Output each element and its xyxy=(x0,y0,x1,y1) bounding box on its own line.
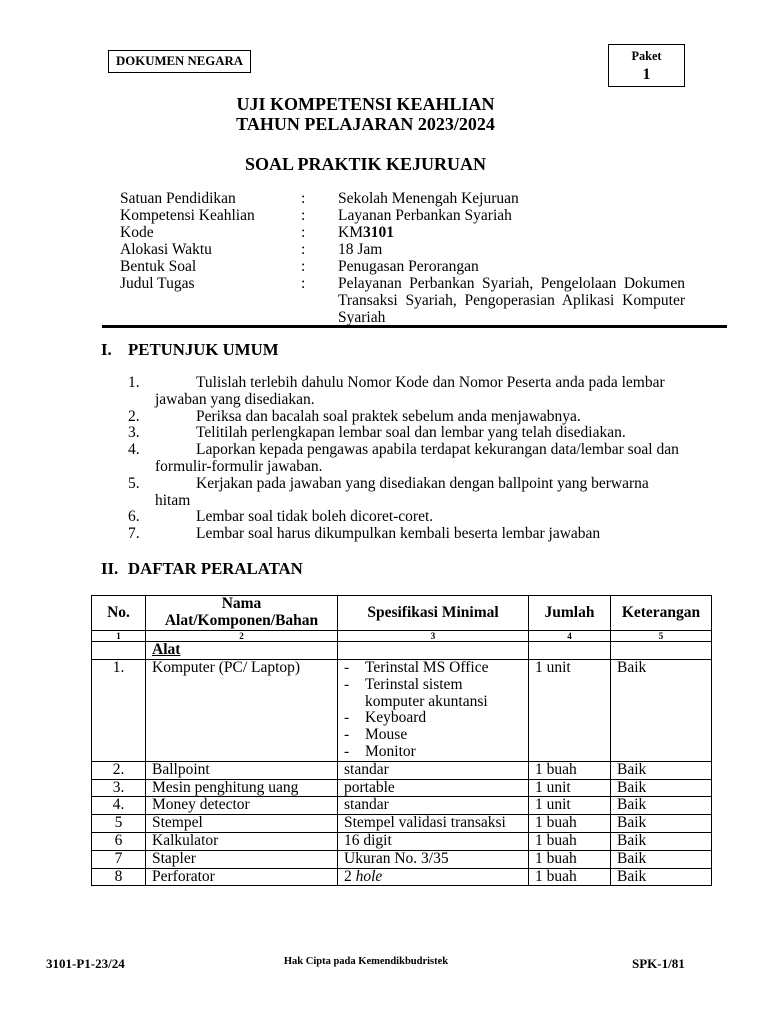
item-text: Lembar soal tidak boleh dicoret-coret. xyxy=(196,508,434,526)
paket-box xyxy=(608,44,685,87)
paket-label: Paket xyxy=(631,49,662,63)
cell-no xyxy=(92,642,146,660)
group-label: Alat xyxy=(152,641,181,658)
instruction-list xyxy=(128,375,693,543)
task-title-line: Syariah xyxy=(338,308,386,326)
cell-name: Komputer (PC/ Laptop) xyxy=(146,660,338,762)
cell-spec xyxy=(338,660,529,762)
item-number: 3. xyxy=(128,424,140,442)
task-title-line: Transaksi Syariah, Pengoperasian Aplikasi Komputer xyxy=(338,291,685,309)
column-number-row xyxy=(92,631,712,642)
spec-text: Terinstal sistem komputer akuntansi xyxy=(365,675,488,710)
column-number: 5 xyxy=(611,631,712,642)
equipment-table xyxy=(91,595,712,886)
info-label: Alokasi Waktu xyxy=(120,240,212,258)
table-row xyxy=(92,761,712,779)
cell-no: 4. xyxy=(92,797,146,815)
cell-spec: standar xyxy=(338,761,529,779)
info-label: Kode xyxy=(120,223,154,241)
item-number: 6. xyxy=(128,508,140,526)
cell-name: Money detector xyxy=(146,797,338,815)
item-number: 2. xyxy=(128,407,140,425)
exam-info xyxy=(120,190,685,326)
cell-spec: 16 digit xyxy=(338,832,529,850)
cell-spec: standar xyxy=(338,797,529,815)
cell-name: Kalkulator xyxy=(146,832,338,850)
column-number: 4 xyxy=(529,631,611,642)
spec-text: Monitor xyxy=(365,742,416,760)
spec-item xyxy=(344,727,520,744)
kode-prefix: KM xyxy=(338,223,363,241)
list-item xyxy=(128,375,693,409)
table-row xyxy=(92,797,712,815)
info-value-kode xyxy=(338,224,685,241)
cell-spec: Stempel validasi transaksi xyxy=(338,815,529,833)
header-spec: Spesifikasi Minimal xyxy=(338,596,529,631)
item-text: hitam xyxy=(155,491,191,509)
table-row xyxy=(92,868,712,886)
column-number: 3 xyxy=(338,631,529,642)
cell-name: Ballpoint xyxy=(146,761,338,779)
column-number: 2 xyxy=(146,631,338,642)
spec-item xyxy=(344,744,520,761)
cell-group xyxy=(146,642,338,660)
cell-spec: Ukuran No. 3/35 xyxy=(338,850,529,868)
spec-bullet: - xyxy=(344,709,350,727)
info-value: Layanan Perbankan Syariah xyxy=(338,206,512,224)
list-item xyxy=(128,442,693,476)
cell-spec xyxy=(338,868,529,886)
info-separator: : xyxy=(301,240,306,258)
cell-spec: portable xyxy=(338,779,529,797)
list-item xyxy=(128,509,693,526)
info-value-task-title xyxy=(338,275,685,326)
info-value: Penugasan Perorangan xyxy=(338,257,479,275)
cell-no: 5 xyxy=(92,815,146,833)
cell-qty: 1 buah xyxy=(529,850,611,868)
cell-qty xyxy=(529,642,611,660)
cell-note: Baik xyxy=(611,832,712,850)
academic-year: TAHUN PELAJARAN 2023/2024 xyxy=(236,114,495,134)
cell-qty: 1 unit xyxy=(529,779,611,797)
task-title-line: Pelayanan Perbankan Syariah, Pengelolaan Dokumen xyxy=(338,274,685,292)
list-item xyxy=(128,526,693,543)
column-number: 1 xyxy=(92,631,146,642)
header-name xyxy=(146,596,338,631)
item-text: Kerjakan pada jawaban yang disediakan dengan ballpoint yang berwarna xyxy=(196,474,649,492)
header-name-line: Nama xyxy=(221,595,262,613)
cell-qty: 1 buah xyxy=(529,815,611,833)
table-header-row xyxy=(92,596,712,631)
list-item xyxy=(128,425,693,442)
spec-item xyxy=(344,677,520,711)
spec-bullet: - xyxy=(344,726,350,744)
table-row xyxy=(92,832,712,850)
item-text: Tulislah terlebih dahulu Nomor Kode dan Nomor Peserta anda pada lembar xyxy=(196,374,665,391)
cell-note xyxy=(611,642,712,660)
item-text: jawaban yang disediakan. xyxy=(155,390,315,408)
info-label: Judul Tugas xyxy=(120,274,195,292)
spec-text: Mouse xyxy=(365,726,408,744)
info-value: 18 Jam xyxy=(338,240,383,258)
cell-note: Baik xyxy=(611,660,712,762)
info-label: Kompetensi Keahlian xyxy=(120,206,255,224)
cell-qty: 1 buah xyxy=(529,832,611,850)
cell-name: Stapler xyxy=(146,850,338,868)
section-heading: DAFTAR PERALATAN xyxy=(128,559,303,578)
cell-qty: 1 unit xyxy=(529,797,611,815)
kode-number: 3101 xyxy=(362,223,394,241)
paket-number: 1 xyxy=(642,66,651,83)
item-number: 1. xyxy=(128,374,140,391)
cell-note: Baik xyxy=(611,815,712,833)
info-separator: : xyxy=(301,274,306,292)
spec-text: 2 xyxy=(344,867,352,885)
table-row xyxy=(92,660,712,762)
cell-qty: 1 buah xyxy=(529,761,611,779)
cell-note: Baik xyxy=(611,797,712,815)
spec-item xyxy=(344,660,520,677)
item-number: 7. xyxy=(128,525,140,543)
item-text: Telitilah perlengkapan lembar soal dan lembar yang telah disediakan. xyxy=(196,424,626,442)
cell-note: Baik xyxy=(611,761,712,779)
spec-text: Keyboard xyxy=(365,709,427,727)
item-number: 5. xyxy=(128,474,140,492)
group-row xyxy=(92,642,712,660)
table-row xyxy=(92,779,712,797)
document-classification-label: DOKUMEN NEGARA xyxy=(108,50,251,73)
cell-no: 1. xyxy=(92,660,146,762)
item-text: formulir-formulir jawaban. xyxy=(155,457,323,475)
item-text: Periksa dan bacalah soal praktek sebelum anda menjawabnya. xyxy=(196,407,581,425)
cell-name: Stempel xyxy=(146,815,338,833)
header-note: Keterangan xyxy=(611,596,712,631)
cell-no: 2. xyxy=(92,761,146,779)
spec-item xyxy=(344,710,520,727)
exam-title: UJI KOMPETENSI KEAHLIAN xyxy=(236,94,495,114)
header-no: No. xyxy=(92,596,146,631)
info-separator: : xyxy=(301,223,306,241)
spec-bullet: - xyxy=(344,659,350,676)
cell-note: Baik xyxy=(611,779,712,797)
footer-copyright: Hak Cipta pada Kemendikbudristek xyxy=(283,956,449,967)
header-divider xyxy=(102,325,727,328)
cell-no: 6 xyxy=(92,832,146,850)
section-number: II. xyxy=(101,559,119,578)
cell-note: Baik xyxy=(611,850,712,868)
spec-text: Terinstal MS Office xyxy=(365,659,489,676)
cell-name: Mesin penghitung uang xyxy=(146,779,338,797)
exam-subtitle: SOAL PRAKTIK KEJURUAN xyxy=(244,154,487,174)
cell-no: 7 xyxy=(92,850,146,868)
list-item xyxy=(128,476,693,510)
cell-name: Perforator xyxy=(146,868,338,886)
item-text: Laporkan kepada pengawas apabila terdapat kekurangan data/lembar soal dan xyxy=(196,441,679,459)
header-name-line: Alat/Komponen/Bahan xyxy=(164,612,319,629)
cell-note: Baik xyxy=(611,868,712,886)
spec-bullet: - xyxy=(344,742,350,760)
footer-page-number: SPK-1/81 xyxy=(632,956,685,971)
cell-qty: 1 buah xyxy=(529,868,611,886)
spec-text-italic: hole xyxy=(355,867,383,885)
info-separator: : xyxy=(301,206,306,224)
spec-bullet: - xyxy=(344,675,350,693)
section-number: I. xyxy=(101,340,112,359)
table-row xyxy=(92,815,712,833)
info-separator: : xyxy=(301,189,306,207)
info-label: Bentuk Soal xyxy=(120,257,197,275)
table-row xyxy=(92,850,712,868)
cell-qty: 1 unit xyxy=(529,660,611,762)
info-value: Sekolah Menengah Kejuruan xyxy=(338,189,519,207)
item-text: Lembar soal harus dikumpulkan kembali beserta lembar jawaban xyxy=(196,525,601,543)
info-label: Satuan Pendidikan xyxy=(120,189,236,207)
cell-no: 8 xyxy=(92,868,146,886)
cell-no: 3. xyxy=(92,779,146,797)
cell-spec xyxy=(338,642,529,660)
footer-document-code: 3101-P1-23/24 xyxy=(46,956,125,971)
item-number: 4. xyxy=(128,441,140,459)
info-separator: : xyxy=(301,257,306,275)
header-qty: Jumlah xyxy=(529,596,611,631)
list-item xyxy=(128,409,693,426)
section-heading: PETUNJUK UMUM xyxy=(128,340,279,359)
